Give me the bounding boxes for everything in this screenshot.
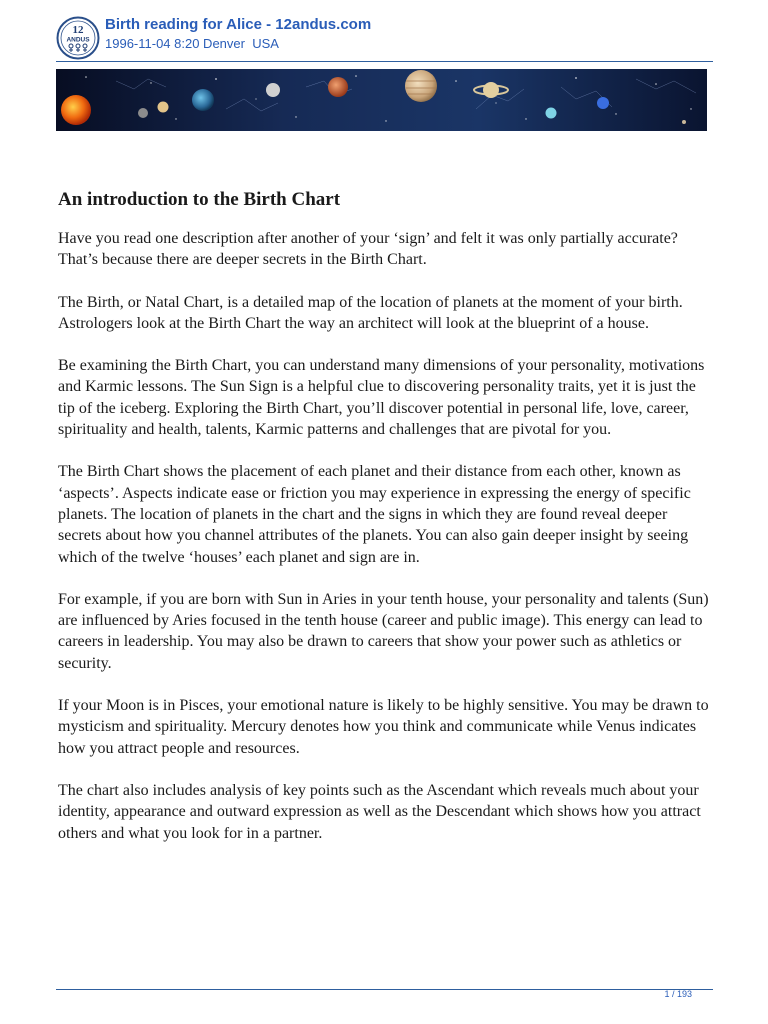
reading-title: Birth reading for Alice - 12andus.com [105,16,372,33]
12andus-logo-icon [56,16,100,60]
paragraph: The Birth, or Natal Chart, is a detailed map of the location of planets at the moment of your birth. Astrologers look at the Birth Chart the way an architect will look at the blueprint of a house. [58,293,683,332]
page-header [56,14,713,62]
paragraph: For example, if you are born with Sun in Aries in your tenth house, your personality and talents (Sun) are influenced by Aries focused in the tenth house (career and public image). This energy can lead to careers in leadership. You may also be drawn to careers that show your power such as athletics or security. [58,590,709,672]
header-divider [56,61,713,62]
paragraph: Be examining the Birth Chart, you can understand many dimensions of your personality, motivations and Karmic lessons. The Sun Sign is a helpful clue to discovering personality traits, yet it is just the tip of the iceberg. Exploring the Birth Chart, you’ll discover potential in personal life, love, career, spirituality and health, talents, Karmic patterns and challenges that are pivotal for you. [58,357,705,439]
page-number: 1 / 193 [664,989,692,999]
birth-details: 1996-11-04 8:20 Denver USA [105,36,279,51]
paragraph: The chart also includes analysis of key points such as the Ascendant which reveals much about your identity, appearance and outward expression as well as the Descendant which shows how you attract others and what you look for in a partner. [58,781,701,842]
paragraph: If your Moon is in Pisces, your emotional nature is likely to be highly sensitive. You may be drawn to mysticism and spirituality. Mercury denotes how you think and communicate while Venus indicates how you attract people and resources. [58,697,709,757]
svg-text:12: 12 [72,24,84,36]
article-heading: An introduction to the Birth Chart [58,189,341,210]
article [58,188,712,865]
paragraph: Have you read one description after another of your ‘sign’ and felt it was only partially accurate? That’s because there are deeper secrets in the Birth Chart. [58,230,678,269]
paragraph: The Birth Chart shows the placement of each planet and their distance from each other, known as ‘aspects’. Aspects indicate ease or friction you may experience in expressing the energy of specific planets. The location of planets in the chart and the signs in which they are found reveal deeper secrets about how you channel attributes of the planets. You can also gain deeper insight by seeing which of the twelve ‘houses’ each planet and sign are in. [58,463,691,566]
svg-text:ANDUS: ANDUS [66,36,90,44]
solar-system-banner [56,69,707,131]
